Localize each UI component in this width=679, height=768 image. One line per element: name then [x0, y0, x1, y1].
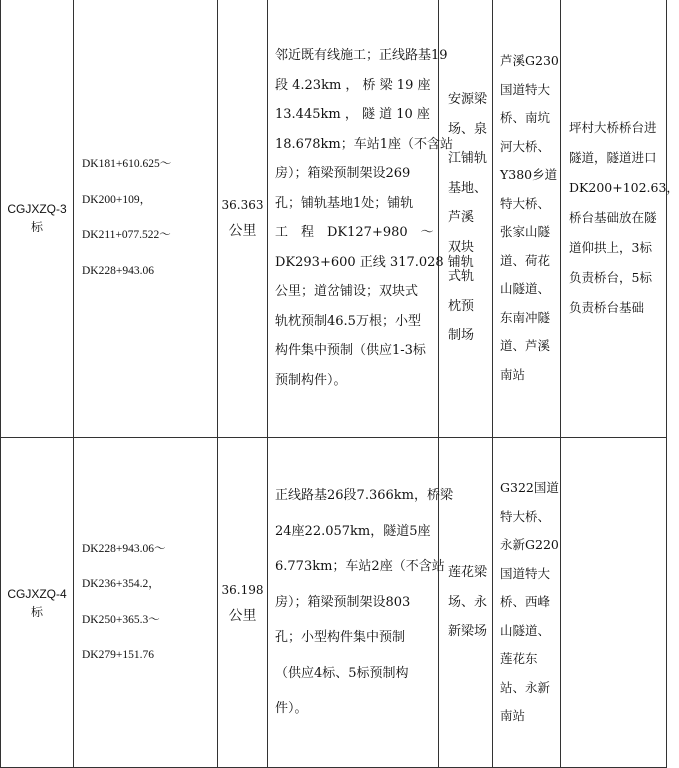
mileage-line: DK279+151.76 — [82, 649, 154, 661]
control-line: 桥台基础放在隧 — [569, 210, 657, 225]
key-works-cell — [493, 438, 561, 768]
key-works-cell — [493, 0, 561, 438]
length-unit: 公里 — [228, 607, 257, 624]
work-line: 轨枕预制46.5万根；小型 — [275, 313, 421, 329]
base-line: 场、泉 — [448, 121, 488, 137]
control-line: DK200+102.63， — [569, 180, 679, 195]
work-line: DK293+600 正线 317.028 铺轨 — [275, 254, 474, 270]
work-line: 段 4.23km ， 桥 梁 19 座 — [275, 77, 431, 93]
mileage-cell — [74, 0, 218, 438]
section-code-cell — [1, 0, 74, 438]
section-code: CGJXZQ-4 — [7, 586, 67, 601]
base-line: 新梁场 — [448, 624, 488, 640]
control-line: 负责桥台基础 — [569, 300, 645, 315]
base-line: 芦溪 — [448, 210, 475, 226]
key-works-line: 河大桥、 — [500, 138, 551, 154]
key-works-line: 桥、南坑 — [500, 110, 551, 125]
mileage-line: DK181+610.625～ — [82, 158, 172, 170]
control-point-cell — [561, 438, 667, 768]
work-line: 18.678km；车站1座（不含站 — [275, 136, 453, 152]
base-line: 场、永 — [448, 594, 488, 610]
work-line: 房）；箱梁预制架设269 — [275, 166, 411, 181]
work-line: 孔；铺轨基地1处；铺轨 — [275, 195, 414, 211]
work-scope-cell — [268, 438, 453, 768]
base-line: 基地、 — [448, 180, 488, 196]
work-line: 房）；箱梁预制架设803 — [275, 594, 411, 610]
key-works-line: Y380乡道 — [500, 167, 558, 182]
work-line: 孔；小型构件集中预制 — [275, 630, 406, 646]
key-works-line: 桥、西峰 — [500, 594, 551, 610]
key-works-line: 南站 — [500, 366, 526, 382]
length-value: 36.198 — [221, 582, 264, 597]
mileage-line: DK228+943.06～ — [82, 542, 166, 555]
length-unit: 公里 — [228, 223, 257, 239]
table-row — [1, 0, 667, 438]
mileage-line: DK250+365.3～ — [82, 613, 160, 626]
key-works-line: 站、永新 — [500, 679, 551, 695]
work-line: 邻近既有线施工；正线路基19 — [275, 48, 448, 63]
length-cell — [218, 0, 268, 438]
key-works-line: 山隧道、 — [500, 622, 551, 638]
key-works-line: 山隧道、 — [500, 281, 551, 296]
work-line: 预制构件）。 — [275, 372, 347, 388]
work-line: 13.445km ， 隧 道 10 座 — [275, 107, 430, 122]
control-point-cell — [561, 0, 679, 438]
control-line: 道仰拱上，3标 — [569, 240, 652, 255]
work-line: 正线路基26段7.366km，桥梁 — [275, 488, 453, 504]
base-line: 制场 — [448, 328, 475, 344]
base-line: 莲花梁 — [448, 565, 488, 581]
control-line: 坪村大桥桥台进 — [569, 120, 657, 135]
work-line: 件）。 — [275, 701, 308, 717]
base-line: 双块 — [448, 239, 475, 255]
key-works-line: 莲花东 — [500, 651, 538, 667]
key-works-line: 国道特大 — [500, 81, 551, 97]
key-works-line: 道、芦溪 — [500, 338, 551, 353]
table-row — [1, 438, 667, 768]
base-line: 枕预 — [448, 298, 475, 314]
length-value: 36.363 — [221, 198, 264, 212]
section-code-suffix: 标 — [30, 220, 43, 234]
key-works-line: 张家山隧 — [500, 224, 551, 239]
key-works-line: 东南冲隧 — [500, 309, 551, 325]
mileage-line: DK228+943.06 — [82, 264, 154, 277]
work-line: 24座22.057km，隧道5座 — [275, 523, 431, 539]
key-works-line: 芦溪G230 — [500, 53, 559, 68]
key-works-line: 特大桥、 — [500, 508, 551, 524]
base-line: 安源梁 — [448, 92, 488, 108]
key-works-line: 南站 — [500, 708, 526, 724]
mileage-line: DK236+354.2， — [82, 578, 160, 590]
base-cell — [439, 0, 493, 438]
key-works-line: 永新G220 — [500, 537, 559, 553]
section-code-cell — [1, 438, 74, 768]
mileage-cell — [74, 438, 218, 768]
section-code-suffix: 标 — [30, 604, 43, 619]
base-line: 江铺轨 — [448, 151, 488, 167]
key-works-line: 国道特大 — [500, 565, 551, 581]
work-line: 工 程 DK127+980 ～ — [275, 225, 434, 240]
base-line: 式轨 — [448, 269, 475, 285]
mileage-line: DK211+077.522～ — [82, 229, 171, 241]
work-line: 构件集中预制（供应1-3标 — [275, 343, 426, 358]
work-line: （供应4标、5标预制构 — [275, 665, 409, 681]
control-line: 隧道，隧道进口 — [569, 150, 657, 165]
key-works-line: 特大桥、 — [500, 195, 551, 211]
key-works-line: G322国道 — [500, 480, 559, 496]
work-line: 6.773km；车站2座（不含站 — [275, 559, 445, 575]
mileage-line: DK200+109， — [82, 193, 152, 206]
section-code: CGJXZQ-3 — [7, 202, 67, 216]
base-cell — [439, 438, 493, 768]
work-line: 公里；道岔铺设；双块式 — [275, 284, 419, 299]
control-line: 负责桥台，5标 — [569, 270, 652, 285]
length-cell — [218, 438, 268, 768]
key-works-line: 道、荷花 — [500, 252, 551, 268]
